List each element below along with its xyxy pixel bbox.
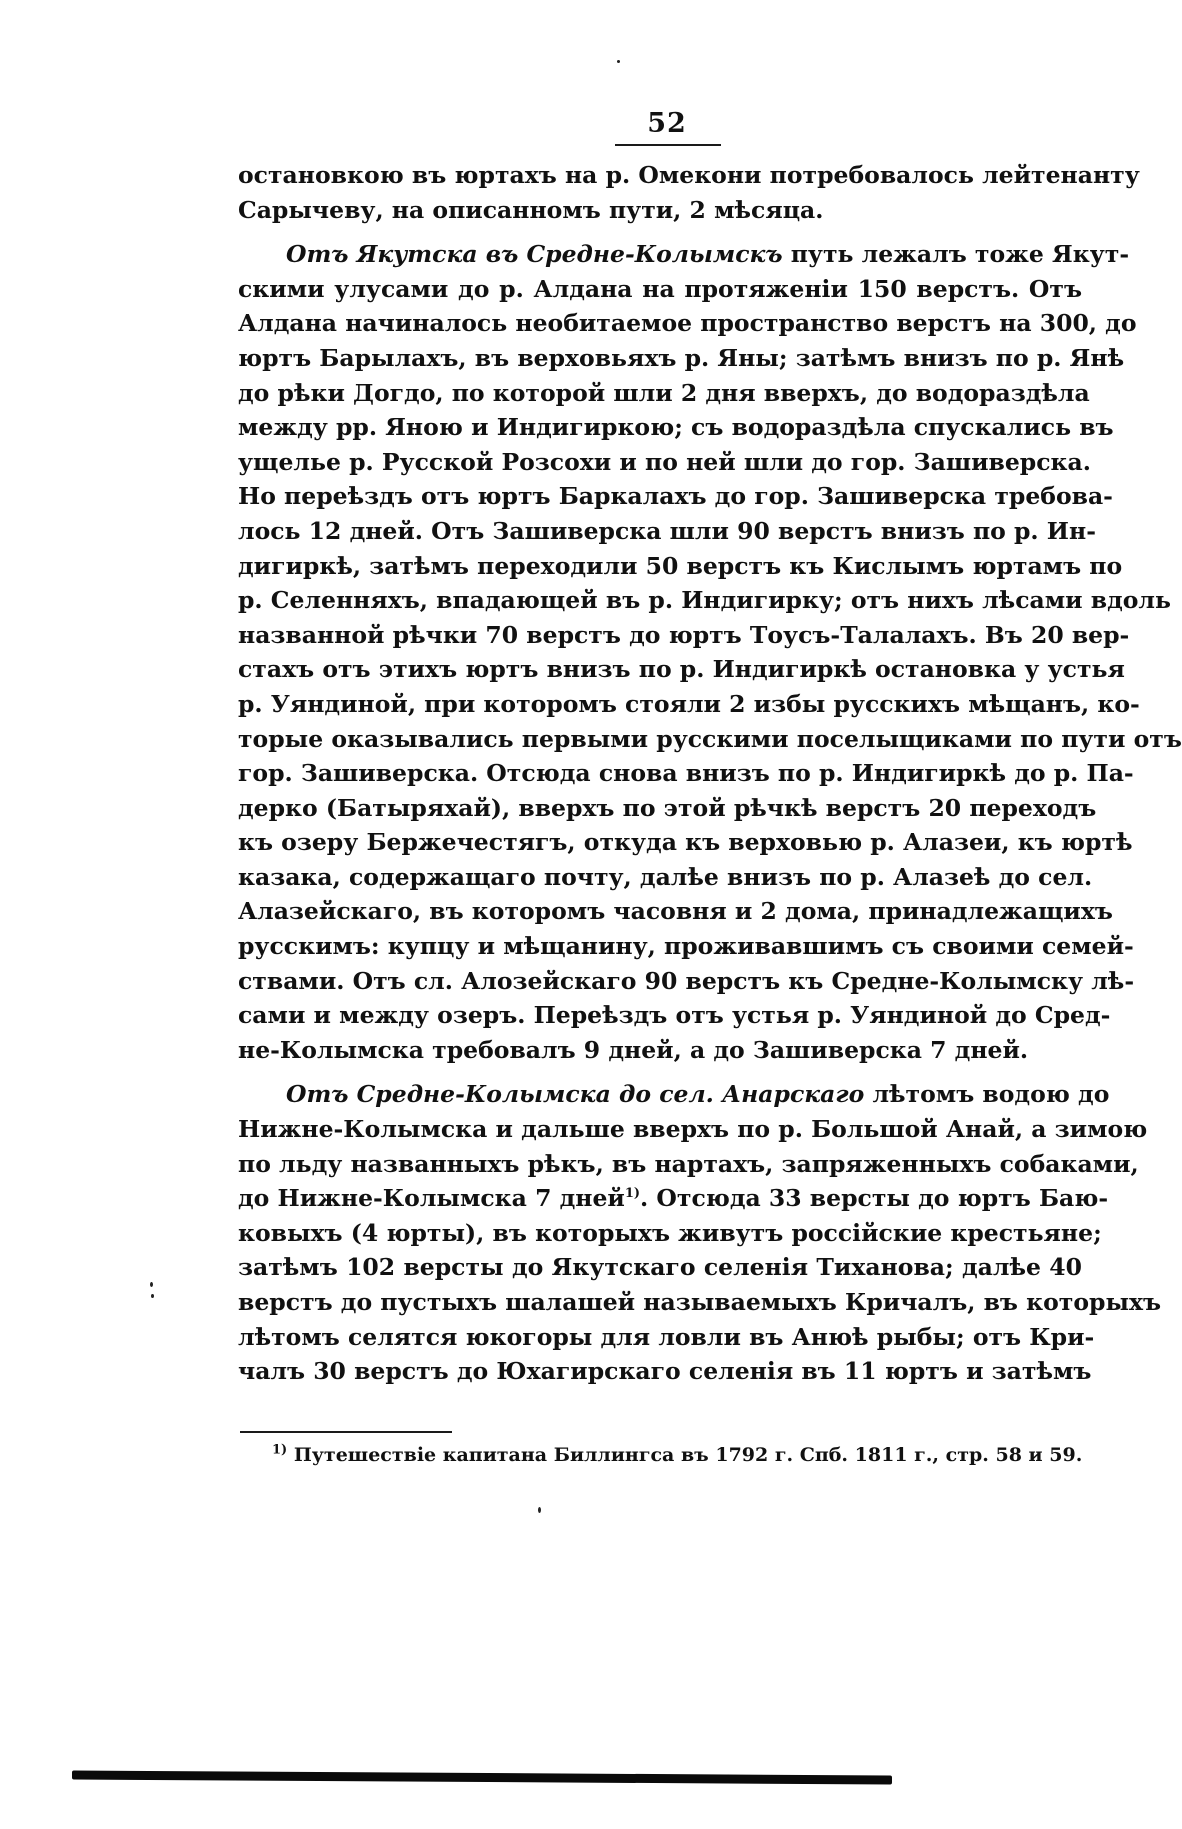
text-line: не-Колымска требовалъ 9 дней, а до Зашиверска 7 дней. — [238, 1035, 1029, 1064]
footnote-marker: 1) — [272, 1442, 288, 1458]
text-line: чалъ 30 верстъ до Юхагирскаго селенiя въ 11 юртъ и затѣмъ — [238, 1357, 1092, 1386]
text-line: между рр. Яною и Индигиркою; съ водораздѣла спускались въ — [238, 413, 1114, 442]
footnote — [272, 1440, 1083, 1470]
text-span: . Отсюда 33 версты до юртъ Баю- — [640, 1184, 1109, 1213]
text-line: дигиркѣ, затѣмъ переходили 50 верстъ къ Кислымъ юртамъ по — [238, 551, 1123, 580]
text-line — [238, 237, 1130, 272]
text-line: ствами. Отъ сл. Алозейскаго 90 верстъ къ Средне-Колымску лѣ- — [238, 966, 1135, 995]
text-line: гор. Зашиверска. Отсюда снова внизъ по р. Индигиркѣ до р. Па- — [238, 759, 1134, 788]
text-line: юртъ Барылахъ, въ верховьяхъ р. Яны; затѣмъ внизъ по р. Янѣ — [238, 343, 1125, 372]
italic-lead: Отъ Средне-Колымска до сел. Анарскаго — [286, 1080, 865, 1109]
scan-speck — [538, 1507, 541, 1513]
scan-speck — [150, 1282, 153, 1287]
text-line: р. Уяндиной, при которомъ стояли 2 избы русскихъ мѣщанъ, ко- — [238, 689, 1140, 718]
text-line: скими улусами до р. Алдана на протяженiи 150 верстъ. Отъ — [238, 274, 1082, 303]
paragraph-gap — [238, 227, 1082, 237]
text-line — [238, 1181, 1109, 1216]
text-line: ковыхъ (4 юрты), въ которыхъ живутъ россiйские крестьяне; — [238, 1218, 1102, 1247]
text-span: лѣтомъ водою до — [864, 1080, 1110, 1109]
text-line: дерко (Батыряхай), вверхъ по этой рѣчкѣ верстъ 20 переходъ — [238, 793, 1097, 822]
text-line: торые оказывались первыми русскими поселыщиками по пути отъ — [238, 724, 1182, 753]
scan-edge — [72, 1770, 892, 1784]
text-line: ущелье р. Русской Розсохи и по ней шли до гор. Зашиверска. — [238, 447, 1091, 476]
text-line: лось 12 дней. Отъ Зашиверска шли 90 верстъ внизъ по р. Ин- — [238, 516, 1096, 545]
scan-speck — [617, 60, 620, 63]
text-line: верстъ до пустыхъ шалашей называемыхъ Кричалъ, въ которыхъ — [238, 1288, 1162, 1316]
text-span: путь лежалъ тоже Якут- — [782, 240, 1130, 269]
text-line: Сарычеву, на описанномъ пути, 2 мѣсяца. — [238, 195, 824, 224]
body-text — [238, 158, 1182, 1389]
page-number-rule — [615, 144, 721, 146]
text-line: Нижне-Колымска и дальше вверхъ по р. Большой Анай, а зимою — [238, 1115, 1148, 1144]
text-line: по льду названныхъ рѣкъ, въ нартахъ, запряженныхъ собаками, — [238, 1149, 1139, 1178]
footnote-marker[interactable]: 1) — [624, 1186, 641, 1202]
paragraph-gap — [238, 1067, 1082, 1077]
text-line: остановкою въ юртахъ на р. Омекони потребовалось лейтенанту — [238, 161, 1140, 189]
text-line: лѣтомъ селятся юкогоры для ловли въ Анюѣ рыбы; отъ Кри- — [238, 1322, 1095, 1351]
scan-edge — [600, 1779, 892, 1782]
text-line: затѣмъ 102 версты до Якутскаго селенiя Тиханова; далѣе 40 — [238, 1253, 1082, 1282]
footnote-text: Путешествiе капитана Биллингса въ 1792 г. Спб. 1811 г., стр. 58 и 59. — [287, 1444, 1083, 1466]
page-number: 52 — [647, 108, 687, 139]
text-line: Но переѣздъ отъ юртъ Баркалахъ до гор. Зашиверска требова- — [238, 482, 1113, 511]
text-line: названной рѣчки 70 верстъ до юртъ Тоусъ-Талалахъ. Въ 20 вер- — [238, 620, 1130, 649]
text-line: къ озеру Бержечестягъ, откуда къ верховью р. Алазеи, къ юртѣ — [238, 828, 1133, 857]
text-line: русскимъ: купцу и мѣщанину, проживавшимъ съ своими семей- — [238, 932, 1134, 961]
text-line: стахъ отъ этихъ юртъ внизъ по р. Индигиркѣ остановка у устья — [238, 655, 1125, 684]
text-line: сами и между озеръ. Переѣздъ отъ устья р. Уяндиной до Сред- — [238, 1001, 1111, 1030]
italic-lead: Отъ Якутска въ Средне-Колымскъ — [286, 240, 783, 269]
text-line: р. Селенняхъ, впадающей въ р. Индигирку; отъ нихъ лѣсами вдоль — [238, 586, 1171, 615]
text-line: казака, содержащаго почту, далѣе внизъ по р. Алазеѣ до сел. — [238, 862, 1093, 891]
text-line: Алазейскаго, въ которомъ часовня и 2 дома, принадлежащихъ — [238, 897, 1113, 926]
text-line: до рѣки Догдо, по которой шли 2 дня вверхъ, до водораздѣла — [238, 378, 1090, 407]
text-line: Алдана начиналось необитаемое пространство верстъ на 300, до — [238, 309, 1137, 338]
scan-speck — [151, 1294, 154, 1298]
text-line — [238, 1077, 1110, 1112]
text-span: до Нижне-Колымска 7 дней — [238, 1184, 625, 1213]
footnote-rule — [240, 1431, 452, 1433]
